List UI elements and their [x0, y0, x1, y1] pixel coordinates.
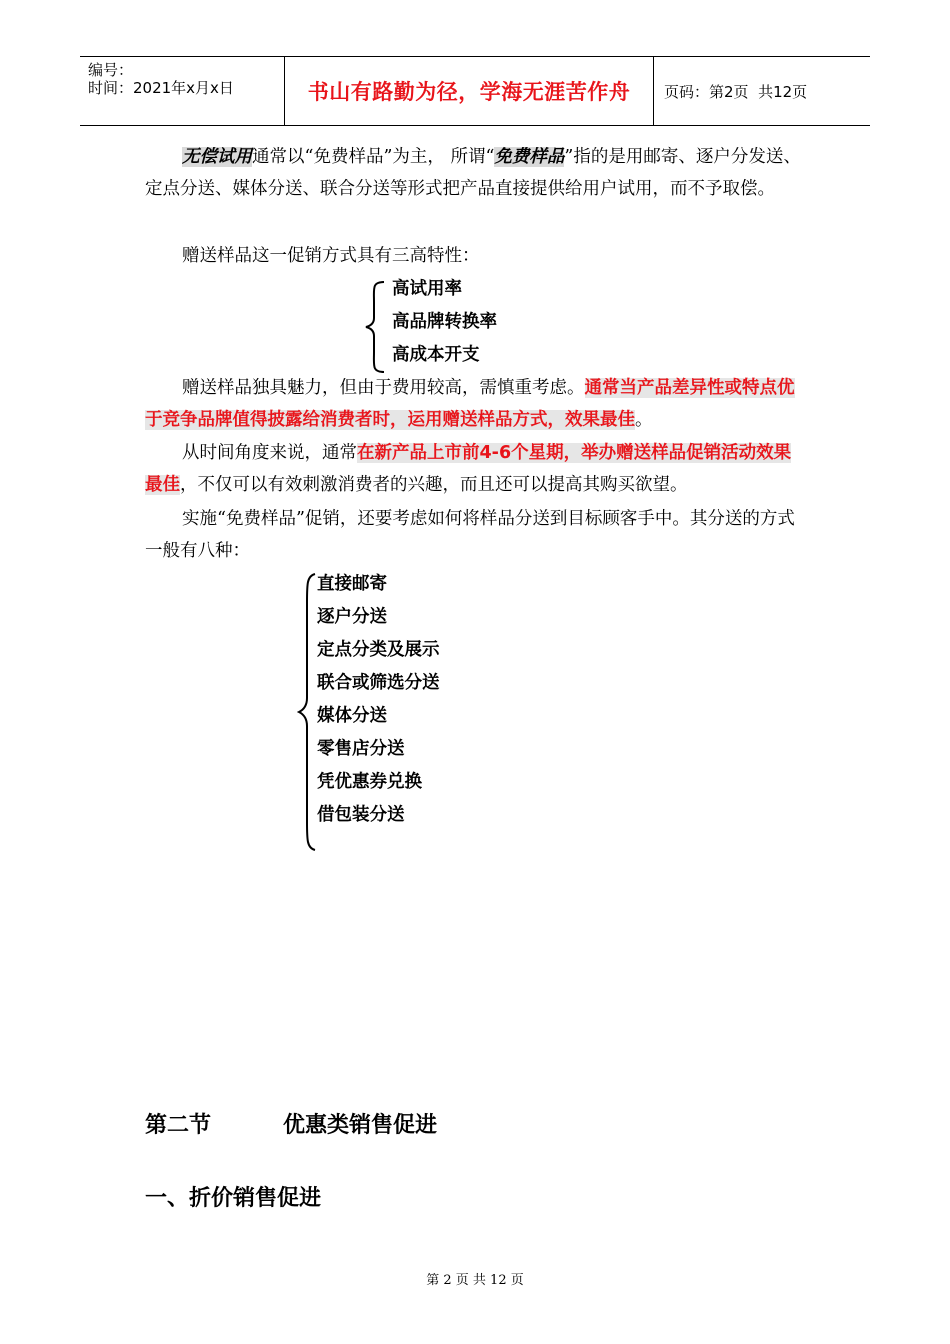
page-header [80, 56, 870, 126]
list-item: 逐户分送 [317, 607, 387, 627]
highlight-best-effect: 通常当产品差异性或特点优于竞争品牌值得披露给消费者时，运用赠送样品方式，效果最佳 [145, 378, 795, 430]
header-meta [80, 57, 284, 125]
paragraph-text: ，不仅可以有效刺激消费者的兴趣，而且还可以提高其购买欲望。 [180, 475, 688, 495]
paragraph-three-features: 赠送样品这一促销方式具有三高特性： [182, 246, 480, 266]
list-item: 定点分类及展示 [317, 640, 440, 660]
paragraph-text: 通常以“免费样品”为主， 所谓“ [252, 147, 495, 167]
list-item: 高成本开支 [392, 345, 480, 365]
document-number-label: 编号： [88, 61, 134, 79]
keyword-free-sample: 免费样品 [494, 147, 565, 167]
paragraph-text: 。 [635, 410, 653, 430]
header-page-info [654, 57, 870, 125]
paragraph-sample-charm [145, 372, 807, 436]
section-title: 优惠类销售促进 [283, 1113, 438, 1138]
paragraph-text: 赠送样品独具魅力，但由于费用较高，需慎重考虑。 [182, 378, 585, 398]
list-item: 高试用率 [392, 279, 462, 299]
list-item: 零售店分送 [317, 739, 405, 759]
brace-icon [364, 280, 386, 374]
page-footer [0, 1269, 950, 1288]
header-motto: 书山有路勤为径，学海无涯苦作舟 [284, 57, 654, 125]
paragraph-text: 从时间角度来说，通常 [182, 443, 357, 463]
paragraph-distribution: 实施“免费样品”促销，还要考虑如何将样品分送到目标顾客手中。其分送的方式一般有八种： [145, 509, 795, 561]
document-date: 时间：2021年x月x日 [88, 79, 234, 97]
list-item: 媒体分送 [317, 706, 387, 726]
paragraph-text: ”指的是用邮寄、逐户分发送、定点分送、媒体分送、联合分送等形式把产品直接提供给用户试用，而不予取偿。 [145, 147, 801, 199]
keyword-free-trial: 无偿试用 [182, 147, 252, 167]
subsection-heading: 一、折价销售促进 [145, 1186, 322, 1211]
section-number: 第二节 [145, 1113, 212, 1138]
distribution-method-list [317, 568, 440, 832]
highlight-timing: 在新产品上市前4-6个星期，举办赠送样品促销活动效果最佳 [145, 443, 792, 495]
list-item: 联合或筛选分送 [317, 673, 440, 693]
section-heading [145, 1108, 437, 1139]
list-item: 高品牌转换率 [392, 312, 497, 332]
footer-page-number: 第 2 页 共 12 页 [426, 1273, 524, 1288]
paragraph-timing [145, 437, 807, 501]
feature-list [392, 273, 497, 372]
list-item: 借包装分送 [317, 805, 405, 825]
page-info-text: 页码：第2页 共12页 [664, 82, 808, 101]
paragraph-free-trial [145, 141, 807, 205]
brace-icon [297, 572, 319, 852]
list-item: 直接邮寄 [317, 574, 387, 594]
list-item: 凭优惠券兑换 [317, 772, 422, 792]
